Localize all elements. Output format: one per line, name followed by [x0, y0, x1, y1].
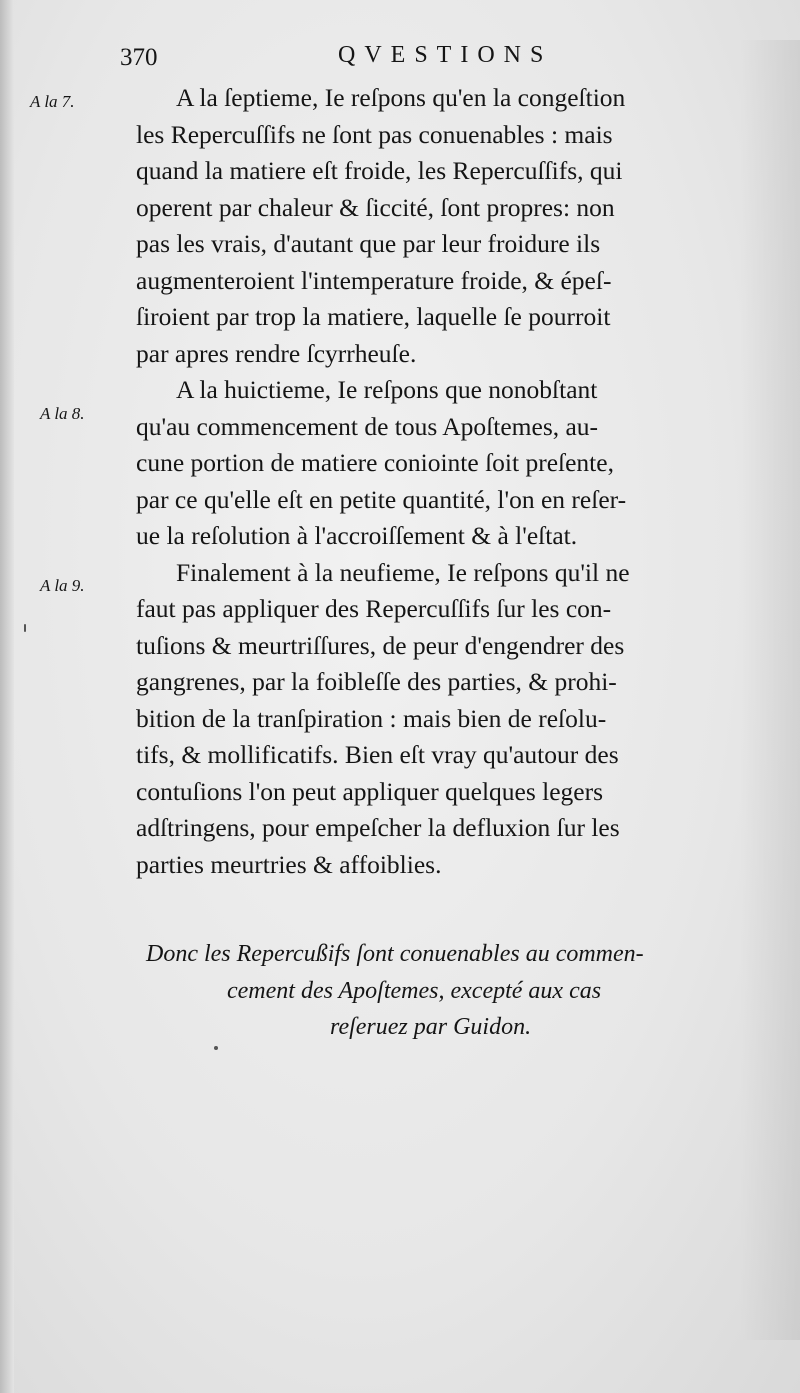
page-gutter-shadow [0, 0, 14, 1393]
text-line: par apres rendre ſcyrrheuſe. [136, 338, 417, 368]
text-line: bition de la tranſpiration : mais bien de reſolu- [136, 703, 607, 733]
paragraph-huictieme [136, 372, 766, 555]
text-line: adſtringens, pour empeſcher la defluxion ſur les [136, 813, 620, 842]
conclusion-block [140, 936, 770, 1046]
text-line: gangrenes, par la foibleſſe des parties, & prohi- [136, 667, 617, 696]
conclusion-line: Donc les Repercußifs ſont conuenables au commen- [146, 941, 644, 967]
text-line: A la huictieme, Ie reſpons que nonobſtant [176, 375, 598, 404]
text-line: qu'au commencement de tous Apoſtemes, au- [136, 411, 599, 441]
text-line: Finalement à la neufieme, Ie reſpons qu'il ne [176, 557, 630, 587]
text-line: augmenteroient l'intemperature froide, & épeſ- [136, 265, 612, 295]
conclusion-line: reſeruez par Guidon. [330, 1014, 532, 1040]
ink-speck [24, 624, 26, 632]
text-line: cune portion de matiere coniointe ſoit preſente, [136, 448, 614, 477]
text-line: pas les vrais, d'autant que par leur froidure ils [136, 229, 601, 258]
margin-note-8: A la 8. [40, 404, 85, 423]
page-number: 370 [120, 44, 158, 71]
paragraph-septieme [136, 80, 766, 372]
running-title: QVESTIONS [338, 42, 553, 68]
text-line: tifs, & mollificatifs. Bien eſt vray qu'autour des [136, 740, 619, 769]
paragraph-neufieme [136, 555, 766, 884]
text-line: ue la reſolution à l'accroiſſement & à l'eſtat. [136, 521, 578, 550]
page-header [120, 44, 680, 80]
main-text [136, 80, 766, 883]
text-line: quand la matiere eſt froide, les Repercuſſifs, qui [136, 156, 623, 185]
conclusion-line: cement des Apoſtemes, excepté aux cas [227, 977, 602, 1004]
margin-note-7: A la 7. [30, 92, 75, 111]
text-line: parties meurtries & affoiblies. [136, 849, 442, 879]
text-line: ſiroient par trop la matiere, laquelle ſe pourroit [136, 302, 611, 331]
text-line: faut pas appliquer des Repercuſſifs ſur les con- [136, 594, 612, 623]
text-line: operent par chaleur & ſiccité, ſont propres: non [136, 192, 615, 222]
text-line: les Repercuſſifs ne ſont pas conuenables : mais [136, 119, 613, 149]
text-line: contuſions l'on peut appliquer quelques legers [136, 776, 604, 806]
text-line: A la ſeptieme, Ie reſpons qu'en la congeſtion [176, 83, 626, 112]
ink-speck [214, 1046, 218, 1050]
margin-note-9: A la 9. [40, 576, 85, 595]
text-line: tuſions & meurtriſſures, de peur d'engendrer des [136, 630, 625, 660]
text-line: par ce qu'elle eſt en petite quantité, l'on en reſer- [136, 484, 627, 514]
